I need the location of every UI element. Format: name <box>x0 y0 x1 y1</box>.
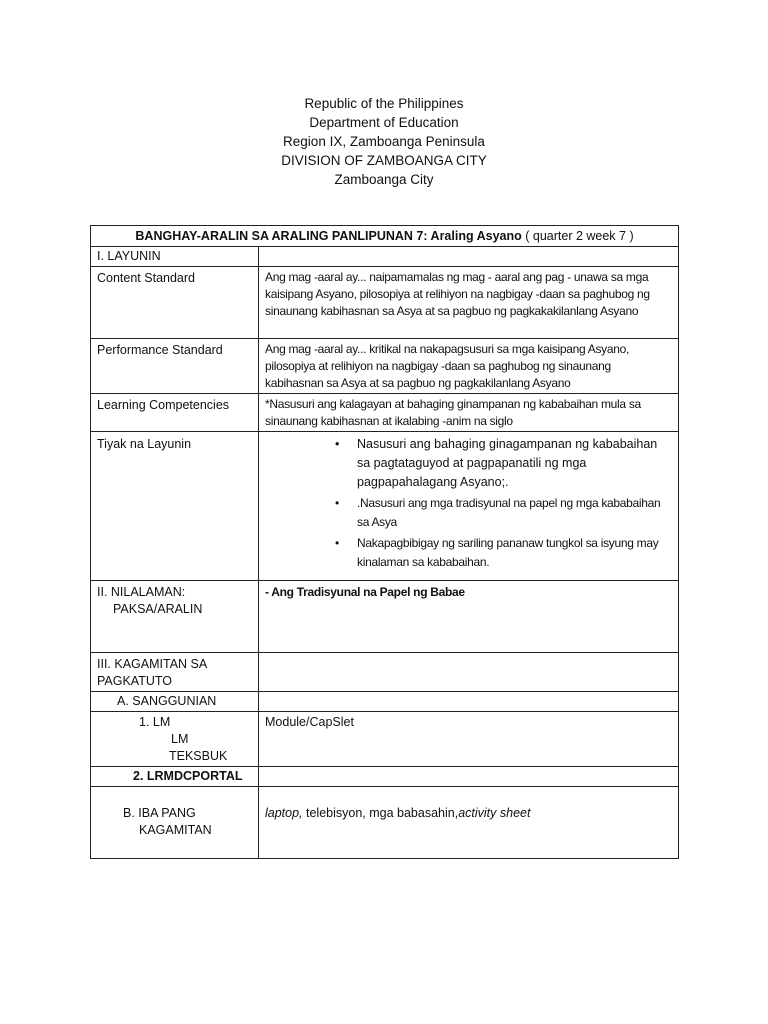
kagamitan-label-cell <box>91 653 259 692</box>
table-row-layunin <box>91 247 679 267</box>
table-row-tiyak <box>91 432 679 581</box>
table-row-kagamitan <box>91 653 679 692</box>
lesson-plan-table <box>90 225 679 859</box>
title-quarter: ( quarter 2 week 7 ) <box>521 229 634 243</box>
header-division: DIVISION OF ZAMBOANGA CITY <box>281 153 487 168</box>
tiyak-cell <box>259 432 679 581</box>
lm-label: 1. LM <box>139 715 171 729</box>
lm-sub-label: LM <box>171 732 189 746</box>
table-row-learning-competencies <box>91 394 679 432</box>
table-row-content-standard <box>91 267 679 339</box>
tiyak-list <box>265 435 672 572</box>
kagamitan-empty <box>259 653 679 692</box>
list-item: • .Nasusuri ang mga tradisyunal na papel ng mga kababaihan sa Asya <box>335 496 661 529</box>
table-row-lm <box>91 712 679 767</box>
iba-mid: telebisyon, mga babasahin, <box>302 806 459 820</box>
kagamitan-label: III. KAGAMITAN SA <box>97 657 208 671</box>
bullet-icon: • <box>335 437 340 451</box>
table-row-iba <box>91 787 679 859</box>
content-standard-label: Content Standard <box>91 267 259 339</box>
list-item: • Nakapagbibigay ng sariling pananaw tungkol sa isyung may kinalaman sa kababaihan. <box>335 536 659 569</box>
nilalaman-label-cell <box>91 581 259 653</box>
layunin-label: I. LAYUNIN <box>91 247 259 267</box>
header-region: Region IX, Zamboanga Peninsula <box>283 134 485 149</box>
sanggunian-empty <box>259 692 679 712</box>
title-bold: BANGHAY-ARALIN SA ARALING PANLIPUNAN 7: Araling Asyano <box>135 229 522 243</box>
learning-competencies-label: Learning Competencies <box>91 394 259 432</box>
header-republic: Republic of the Philippines <box>304 96 464 111</box>
tiyak-label: Tiyak na Layunin <box>91 432 259 581</box>
table-row-performance-standard <box>91 339 679 394</box>
performance-standard-label: Performance Standard <box>91 339 259 394</box>
lm-label-cell <box>91 712 259 767</box>
document-header <box>0 94 768 189</box>
table-title-row <box>91 226 679 247</box>
nilalaman-text: - Ang Tradisyunal na Papel ng Babae <box>259 581 679 653</box>
nilalaman-label: II. NILALAMAN: <box>97 585 186 599</box>
iba-label: B. IBA PANG <box>123 806 196 820</box>
layunin-empty <box>259 247 679 267</box>
lrmdc-empty <box>259 767 679 787</box>
sanggunian-label: A. SANGGUNIAN <box>91 692 259 712</box>
paksa-label: PAKSA/ARALIN <box>113 602 203 616</box>
performance-standard-text: Ang mag -aaral ay... kritikal na nakapagsusuri sa mga kaisipang Asyano, pilosopiya at relihiyon na nagbigay -daan sa paghubog ng sinaunang kabihasnan sa Asya at sa pagbuo ng pagkakilanlang Asyano <box>259 339 679 394</box>
table-row-sanggunian <box>91 692 679 712</box>
pagkatuto-label: PAGKATUTO <box>97 674 173 688</box>
kagamitan-sub-label: KAGAMITAN <box>139 823 212 837</box>
teksbuk-label: TEKSBUK <box>169 749 228 763</box>
table-title <box>91 226 679 247</box>
bullet-icon: • <box>335 496 339 510</box>
lm-text: Module/CapSlet <box>259 712 679 767</box>
iba-laptop: laptop, <box>265 806 303 820</box>
iba-activity-sheet: activity sheet <box>458 806 531 820</box>
list-item: • Nasusuri ang bahaging ginagampanan ng kababaihan sa pagtataguyod at pagpapanatili ng mga pagpapahalagang Asyano;. <box>335 437 658 489</box>
header-department: Department of Education <box>309 115 459 130</box>
header-city: Zamboanga City <box>334 172 434 187</box>
learning-competencies-text: *Nasusuri ang kalagayan at bahaging ginampanan ng kababaihan mula sa sinaunang kabihasnan at ikalabing -anim na siglo <box>259 394 679 432</box>
table-row-nilalaman <box>91 581 679 653</box>
content-standard-text: Ang mag -aaral ay... naipamamalas ng mag - aaral ang pag - unawa sa mga kaisipang Asyano, pilosopiya at relihiyon na nagbigay -daan sa paghubog ng sinaunang kabihasnan sa Asya at sa pagbuo ng pagkakakilanlang Asyano <box>259 267 679 339</box>
iba-label-cell <box>91 787 259 859</box>
table-row-lrmdc <box>91 767 679 787</box>
bullet-icon: • <box>335 536 339 550</box>
lrmdc-label: 2. LRMDCPORTAL <box>91 767 259 787</box>
iba-text-cell <box>259 787 679 859</box>
